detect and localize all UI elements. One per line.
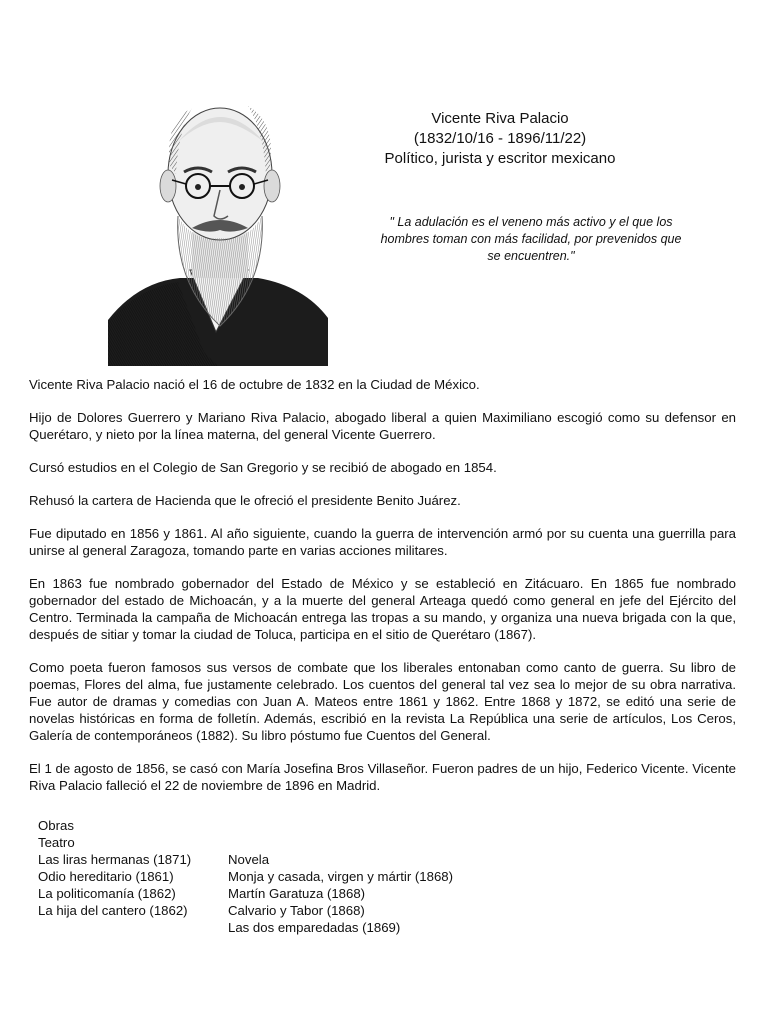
works-heading: Obras [38, 818, 74, 833]
paragraph: El 1 de agosto de 1856, se casó con María Josefina Bros Villaseñor. Fueron padres de un hijo, Federico Vicente. Vicente Riva Palacio falleció el 22 de noviembre de 1896 en Madrid. [29, 761, 736, 793]
theatre-heading: Teatro [38, 835, 75, 850]
works-section [38, 817, 498, 936]
paragraph: En 1863 fue nombrado gobernador del Estado de México y se estableció en Zitácuaro. En 1865 fue nombrado gobernador del estado de Michoacán, y a la muerte del general Arteaga quedó como general en jefe del Ejército del Centro. Terminada la campaña de Michoacán entrega las tropas a su mando, y organiza una nueva brigada con la que, después de sitiar y tomar la ciudad de Toluca, participa en el sitio de Querétaro (1867). [29, 576, 736, 642]
paragraph: Como poeta fueron famosos sus versos de combate que los liberales entonaban como canto de guerra. Su libro de poemas, Flores del alma, fue justamente celebrado. Los cuentos del general tal vez sea lo mejor de su obra narrativa. Fue autor de dramas y comedias con Juan A. Mateos entre 1861 y 1862. Entre 1868 y 1872, se editó una serie de novelas históricas en forma de folletín. Además, escribió en la revista La República una serie de artículos, Los Ceros, Galería de contemporáneos (1882). Su libro póstumo fue Cuentos del General. [29, 660, 736, 743]
portrait-image [108, 82, 328, 366]
novel-column [228, 851, 498, 936]
person-name: Vicente Riva Palacio [431, 110, 569, 127]
paragraph: Rehusó la cartera de Hacienda que le ofreció el presidente Benito Juárez. [29, 493, 461, 508]
novel-item: Calvario y Tabor (1868) [228, 903, 365, 918]
theatre-item: La politicomanía (1862) [38, 886, 176, 901]
theatre-column [38, 834, 228, 936]
novel-item: Monja y casada, virgen y mártir (1868) [228, 869, 454, 884]
theatre-item: Las liras hermanas (1871) [38, 852, 192, 867]
theatre-item: Odio hereditario (1861) [38, 869, 174, 884]
theatre-item: La hija del cantero (1862) [38, 903, 188, 918]
paragraph: Fue diputado en 1856 y 1861. Al año siguiente, cuando la guerra de intervención armó por su cuenta una guerrilla para unirse al general Zaragoza, tomando parte en varias acciones militares. [29, 526, 736, 558]
paragraph: Hijo de Dolores Guerrero y Mariano Riva Palacio, abogado liberal a quien Maximiliano escogió como su defensor en Querétaro, y nieto por la línea materna, del general Vicente Guerrero. [29, 410, 736, 442]
title-block [340, 109, 660, 169]
person-dates: (1832/10/16 - 1896/11/22) [413, 130, 587, 147]
quote: " La adulación es el veneno más activo y el que los hombres toman con más facilidad, por prevenidos que se encuentren." [380, 215, 682, 263]
novel-item: Las dos emparedadas (1869) [228, 920, 401, 935]
novel-item: Martín Garatuza (1868) [228, 886, 366, 901]
novel-heading: Novela [228, 852, 270, 867]
biography-body [29, 376, 736, 810]
paragraph: Vicente Riva Palacio nació el 16 de octubre de 1832 en la Ciudad de México. [29, 377, 480, 392]
paragraph: Cursó estudios en el Colegio de San Gregorio y se recibió de abogado en 1854. [29, 460, 497, 475]
person-description: Político, jurista y escritor mexicano [384, 150, 616, 167]
